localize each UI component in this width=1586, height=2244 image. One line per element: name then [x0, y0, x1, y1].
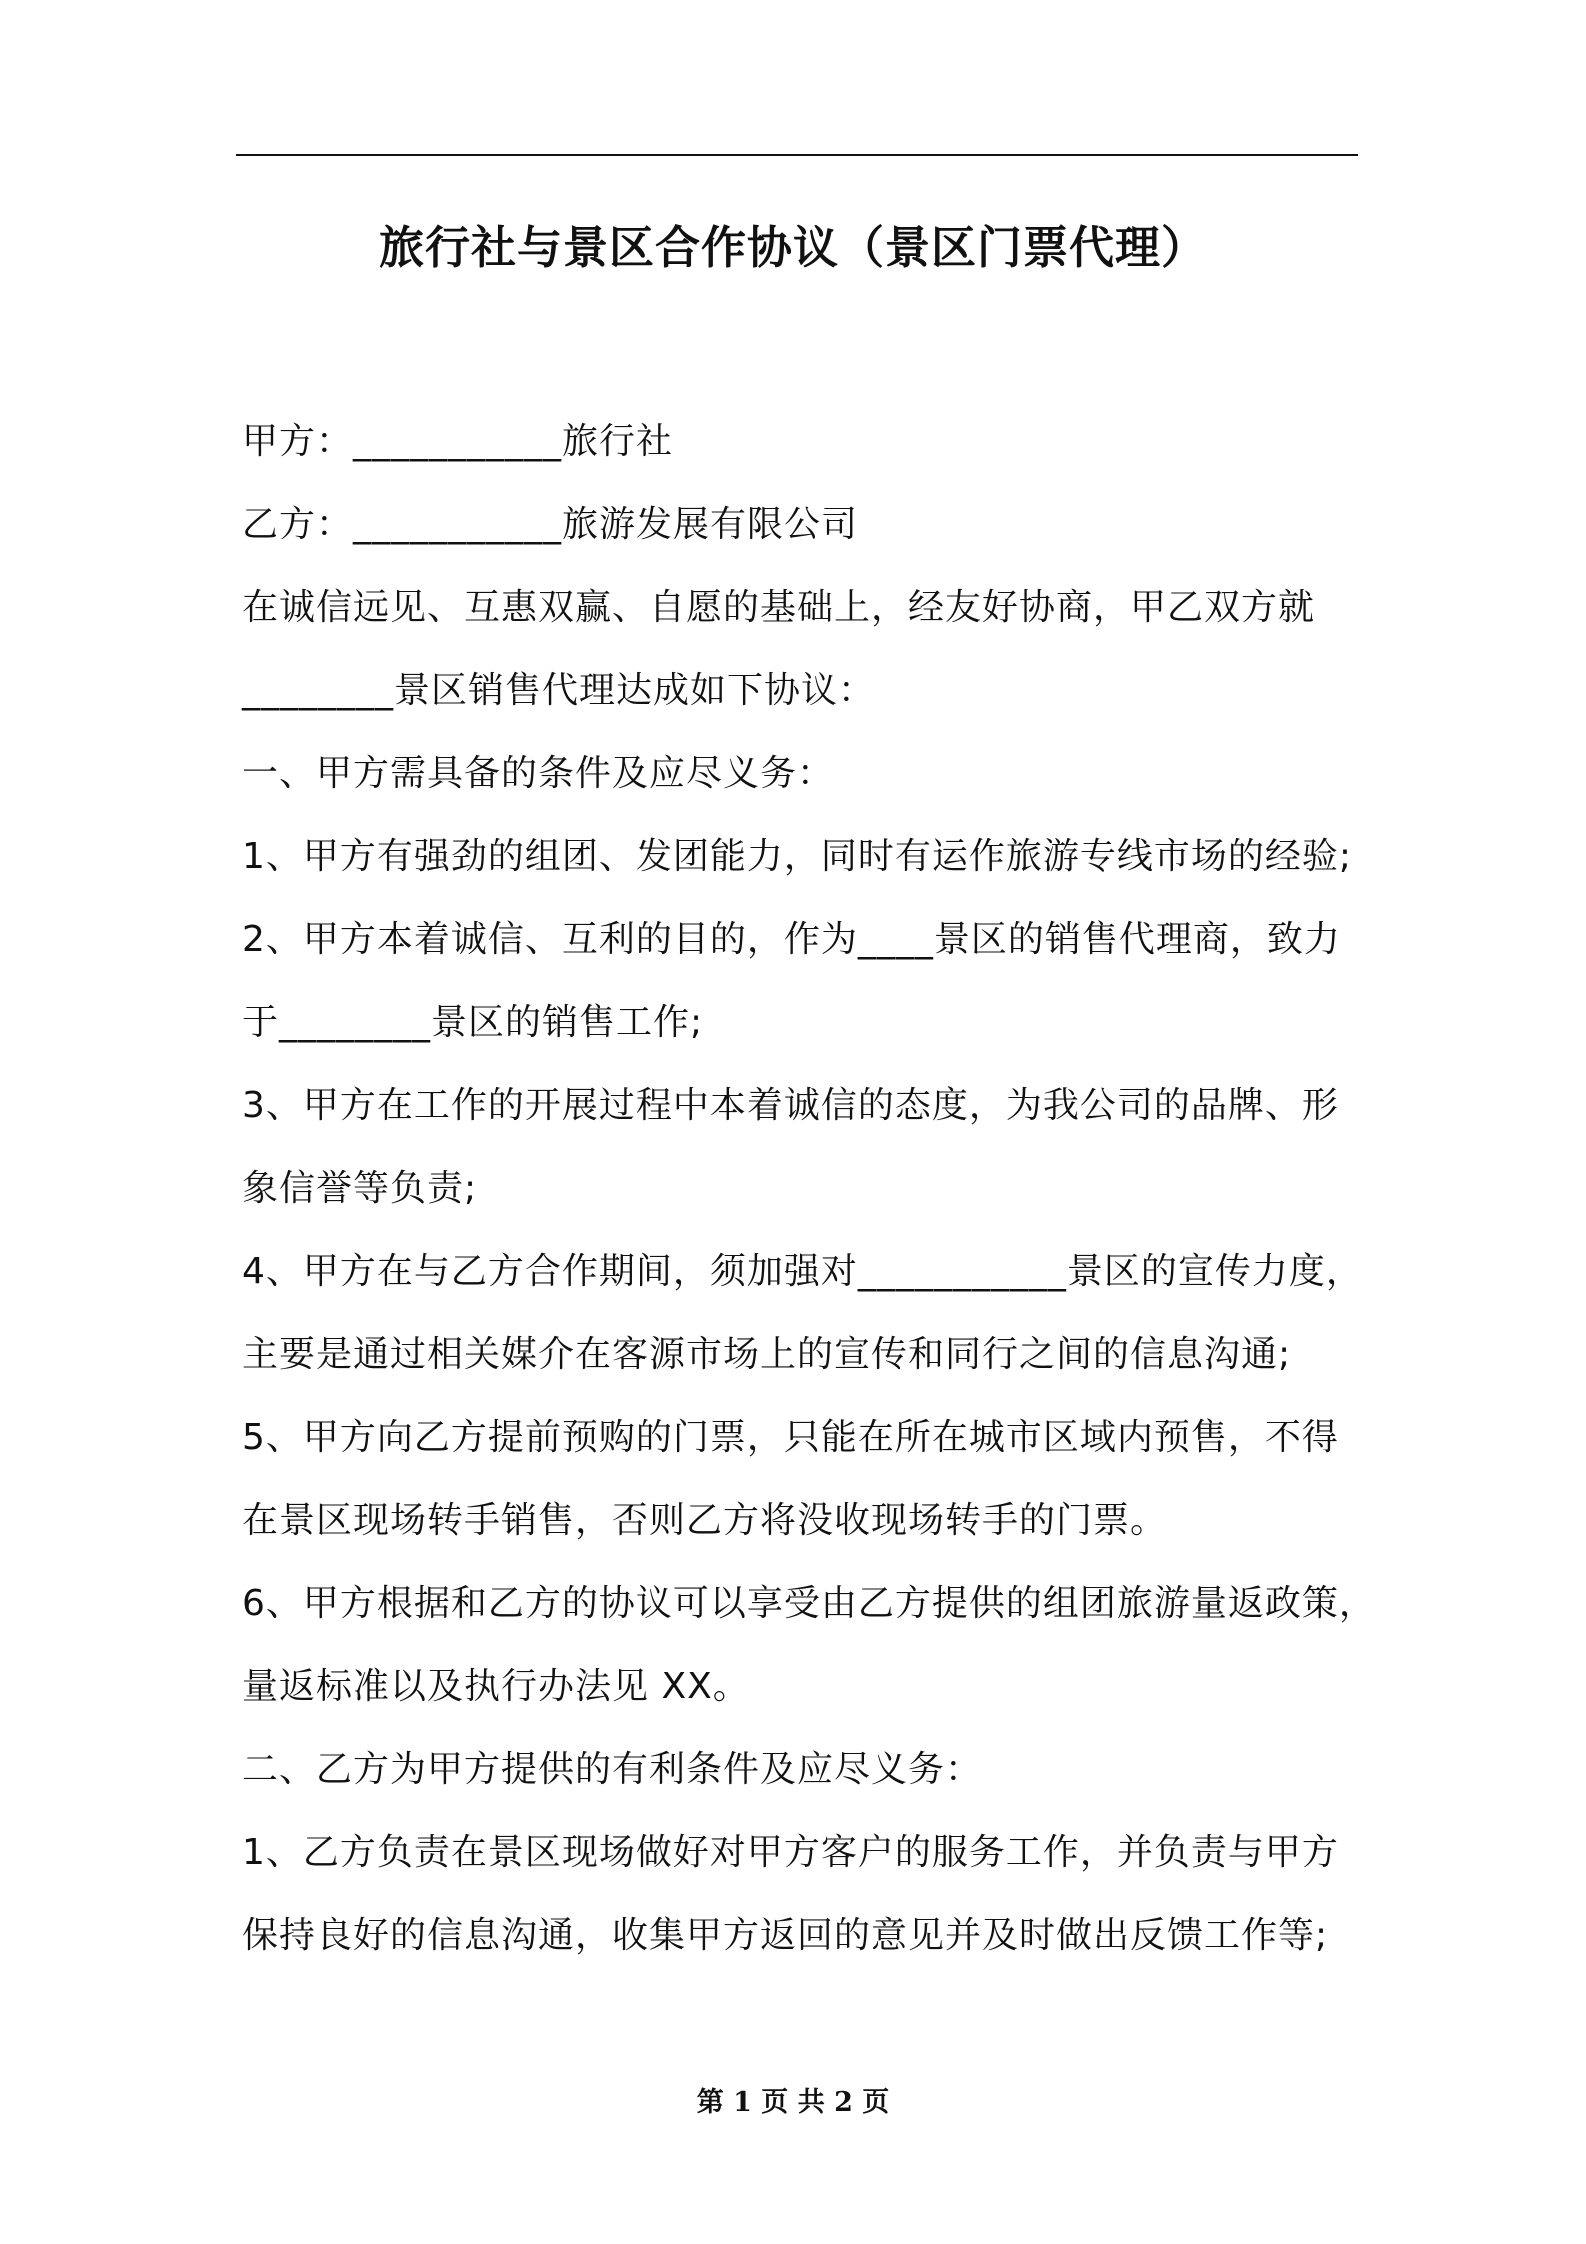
preamble-line-1: 在诚信远见、互惠双赢、自愿的基础上，经友好协商，甲乙双方就 [242, 587, 1316, 628]
clause-1-5-line-1: 5、甲方向乙方提前预购的门票，只能在所在城市区域内预售，不得 [242, 1417, 1339, 1458]
clause-2-1-line-1: 1、乙方负责在景区现场做好对甲方客户的服务工作，并负责与甲方 [242, 1832, 1339, 1873]
document-title: 旅行社与景区合作协议（景区门票代理） [378, 221, 1207, 274]
preamble-line-2: ________景区销售代理达成如下协议： [242, 670, 876, 711]
clause-1-6-line-1: 6、甲方根据和乙方的协议可以享受由乙方提供的组团旅游量返政策， [242, 1583, 1376, 1624]
document-body [242, 400, 1376, 1977]
clause-1-6-line-2: 量返标准以及执行办法见 XX。 [242, 1666, 750, 1707]
clause-2-1-line-2: 保持良好的信息沟通，收集甲方返回的意见并及时做出反馈工作等; [242, 1915, 1329, 1956]
clause-1-2-line-1: 2、甲方本着诚信、互利的目的，作为____景区的销售代理商，致力 [242, 919, 1341, 960]
party-a-line: 甲方：___________旅行社 [242, 421, 674, 462]
section-2-heading: 二、乙方为甲方提供的有利条件及应尽义务： [242, 1749, 983, 1790]
clause-1-3-line-2: 象信誉等负责; [242, 1168, 478, 1209]
clause-1-5-line-2: 在景区现场转手销售，否则乙方将没收现场转手的门票。 [242, 1500, 1168, 1541]
party-b-line: 乙方：___________旅游发展有限公司 [242, 504, 859, 545]
clause-1-1: 1、甲方有强劲的组团、发团能力，同时有运作旅游专线市场的经验; [242, 836, 1353, 877]
section-1-heading: 一、甲方需具备的条件及应尽义务： [242, 753, 835, 794]
clause-1-4-line-1: 4、甲方在与乙方合作期间，须加强对___________景区的宣传力度， [242, 1251, 1363, 1292]
clause-1-2-line-2: 于________景区的销售工作; [242, 1002, 704, 1043]
page-footer: 第 1 页 共 2 页 [696, 2087, 890, 2118]
header-rule [236, 154, 1358, 156]
clause-1-4-line-2: 主要是通过相关媒介在客源市场上的宣传和同行之间的信息沟通; [242, 1334, 1292, 1375]
clause-1-3-line-1: 3、甲方在工作的开展过程中本着诚信的态度，为我公司的品牌、形 [242, 1085, 1339, 1126]
